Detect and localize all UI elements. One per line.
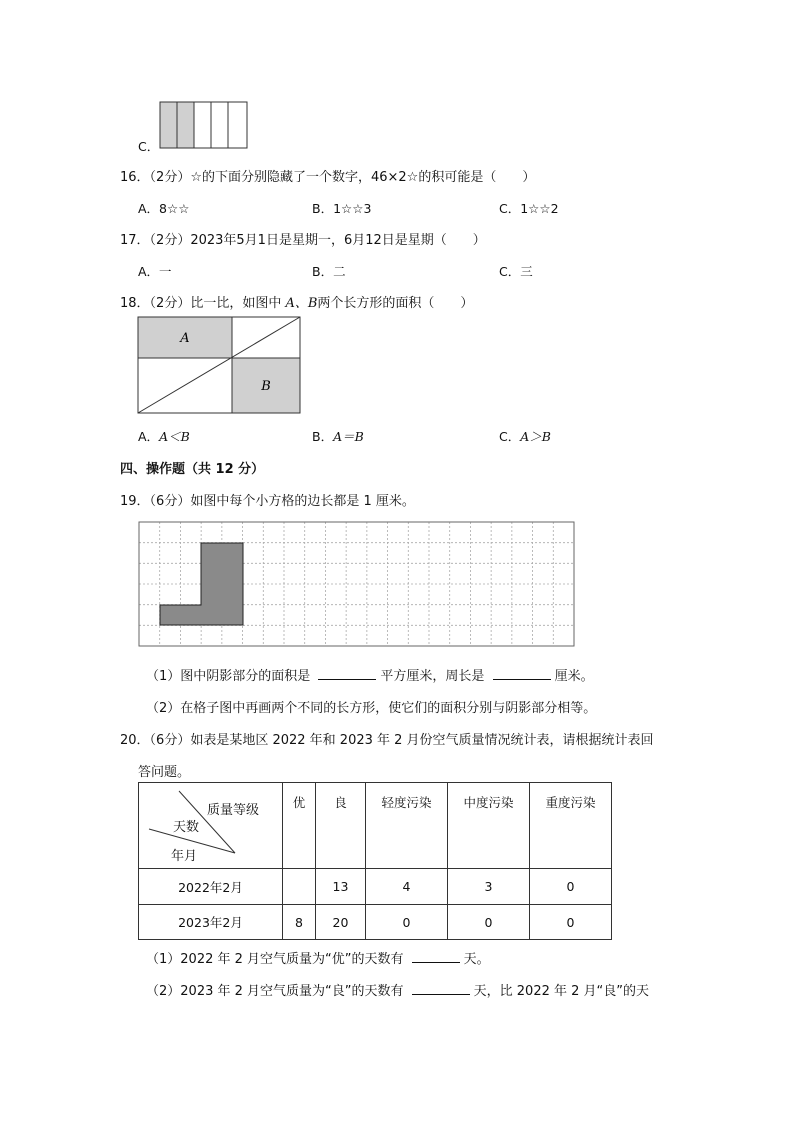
table-cell: 0	[448, 905, 530, 940]
q20-sub2-text-b: 天，比 2022 年 2 月“良”的天	[473, 984, 649, 999]
table-cell	[283, 869, 316, 905]
q18-stem-prefix: 18．（2分）比一比，如图中	[120, 296, 286, 311]
strip-cell-3	[194, 102, 211, 148]
table-row	[139, 905, 612, 940]
air-quality-table	[138, 782, 612, 940]
q18-stem-vars: A、B	[285, 296, 318, 311]
q17-option-b[interactable]: B．二	[312, 264, 346, 279]
q20-sub1-text-b: 天。	[463, 952, 490, 967]
table-cell: 13	[316, 869, 366, 905]
q20-stem-line2: 答问题。	[138, 765, 191, 780]
q20-sub2-text-a: （2）2023 年 2 月空气质量为“良”的天数有	[146, 984, 404, 999]
q19-stem: 19．（6分）如图中每个小方格的边长都是 1 厘米。	[120, 494, 415, 509]
row-label: 2022年2月	[139, 869, 283, 905]
row-label: 2023年2月	[139, 905, 283, 940]
corner-quality: 质量等级	[207, 803, 260, 818]
q20-stem-line1: 20．（6分）如表是某地区 2022 年和 2023 年 2 月份空气质量情况统计表，请根据统计表回	[120, 733, 654, 748]
q20-good-days-blank[interactable]	[412, 982, 470, 995]
q16-option-b[interactable]: B．1☆☆3	[312, 201, 372, 216]
header-good: 良	[316, 783, 366, 869]
q20-sub1	[146, 948, 490, 967]
q20-excellent-days-blank[interactable]	[412, 950, 460, 963]
q17-option-c[interactable]: C．三	[499, 264, 533, 279]
corner-month: 年月	[171, 849, 198, 864]
q19-sub2: （2）在格子图中再画两个不同的长方形，使它们的面积分别与阴影部分相等。	[146, 701, 597, 716]
strip-cell-shaded-2	[177, 102, 194, 148]
strip-cell-shaded-1	[160, 102, 177, 148]
q19-sub1-text-c: 厘米。	[554, 669, 594, 684]
q19-sub1	[146, 665, 594, 684]
q15-option-c[interactable]: C．	[138, 139, 160, 154]
q18-option-a[interactable]: A．A＜B	[138, 429, 190, 444]
table-cell: 4	[366, 869, 448, 905]
q16-stem: 16．（2分）☆的下面分别隐藏了一个数字，46×2☆的积可能是（ ）	[120, 170, 536, 185]
strip-cell-5	[228, 102, 247, 148]
table-cell: 20	[316, 905, 366, 940]
q18-stem-suffix: 两个长方形的面积（ ）	[317, 296, 474, 311]
table-cell: 3	[448, 869, 530, 905]
header-light: 轻度污染	[366, 783, 448, 869]
q17-stem: 17．（2分）2023年5月1日是星期一，6月12日是星期（ ）	[120, 233, 486, 248]
q20-sub2	[146, 980, 649, 999]
q16-option-a[interactable]: A．8☆☆	[138, 201, 190, 216]
q16-option-c[interactable]: C．1☆☆2	[499, 201, 559, 216]
header-severe: 重度污染	[530, 783, 612, 869]
q20-sub1-text-a: （1）2022 年 2 月空气质量为“优”的天数有	[146, 952, 404, 967]
table-cell: 0	[530, 869, 612, 905]
q15-strip-figure	[158, 100, 250, 150]
q18-rectangle-figure	[137, 316, 303, 416]
q19-perimeter-blank[interactable]	[493, 667, 551, 680]
strip-cell-4	[211, 102, 228, 148]
header-moderate: 中度污染	[448, 783, 530, 869]
label-b: B	[261, 379, 271, 394]
table-row	[139, 869, 612, 905]
q19-sub1-text-a: （1）图中阴影部分的面积是	[146, 669, 311, 684]
q18-stem	[120, 292, 473, 311]
table-cell: 0	[366, 905, 448, 940]
q19-area-blank[interactable]	[318, 667, 376, 680]
q18-option-b[interactable]: B．A＝B	[312, 429, 364, 444]
header-excellent: 优	[283, 783, 316, 869]
q18-option-c[interactable]: C．A＞B	[499, 429, 551, 444]
corner-days: 天数	[173, 820, 200, 835]
q19-sub1-text-b: 平方厘米，周长是	[380, 669, 485, 684]
table-corner-cell	[139, 783, 283, 869]
section-title: 四、操作题（共 12 分）	[120, 462, 265, 477]
label-a: A	[180, 331, 190, 346]
table-cell: 0	[530, 905, 612, 940]
table-cell: 8	[283, 905, 316, 940]
q19-grid-figure	[138, 521, 576, 648]
q17-option-a[interactable]: A．一	[138, 264, 172, 279]
